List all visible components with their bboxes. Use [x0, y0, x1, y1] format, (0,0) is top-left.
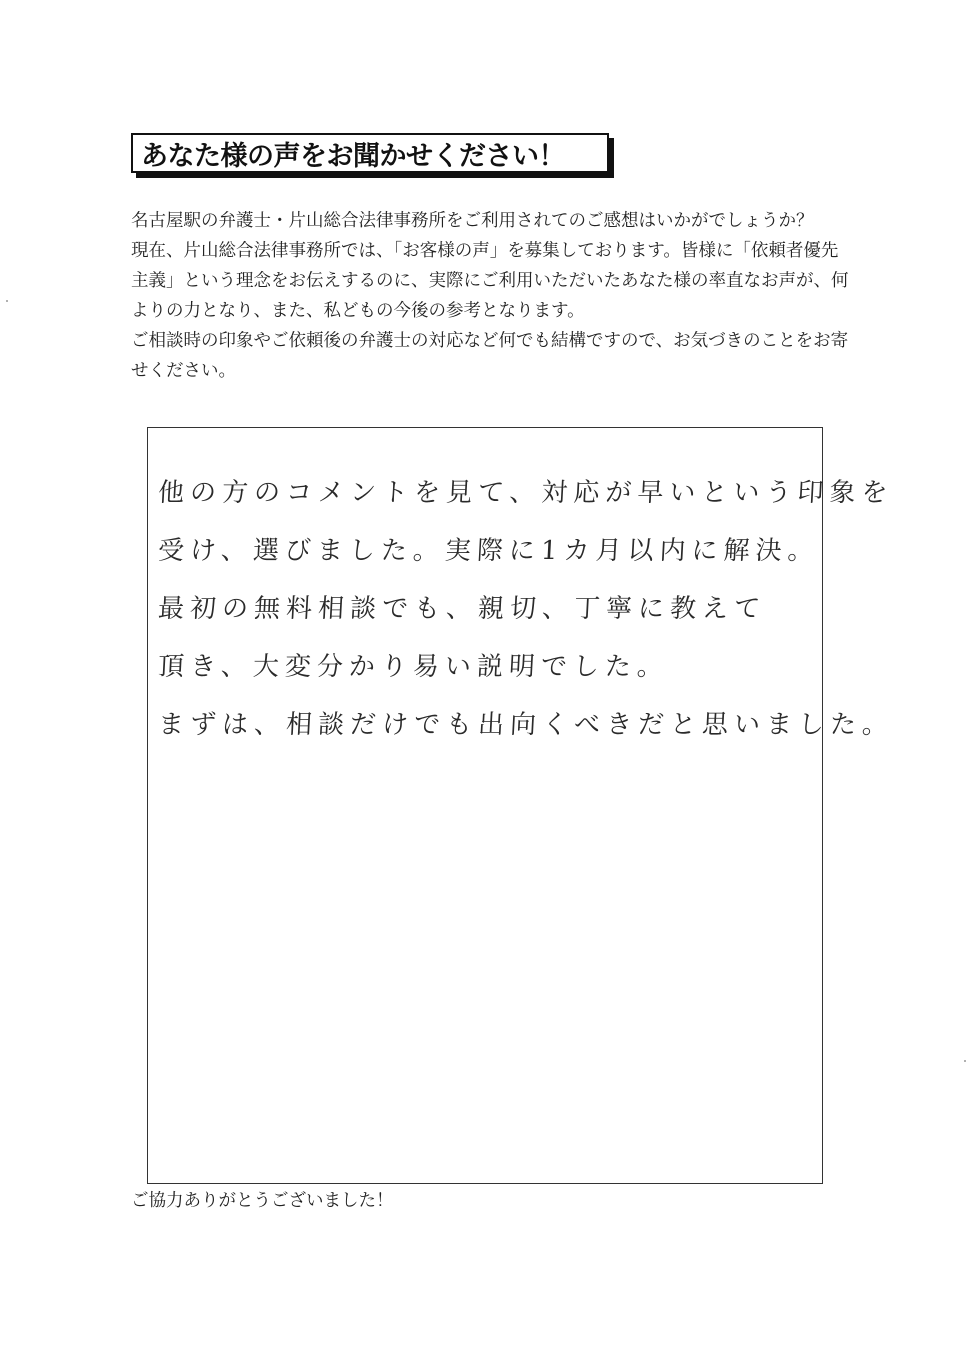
closing-text: ご協力ありがとうございました！	[131, 1191, 394, 1211]
intro-paragraph-2: 現在、片山総合法律事務所では、「お客様の声」を募集しております。皆様に「依頼者優先主義」という理念をお伝えするのに、実際にご利用いただいたあなた様の率直なお声が、何よりの力となり、また、私どもの今後の参考となります。	[131, 241, 849, 321]
scan-speck	[6, 300, 8, 302]
comment-line-2: 受け、選びました。実際に1カ月以内に解決。	[157, 536, 821, 566]
comment-line-1: 他の方のコメントを見て、対応が早いという印象を	[157, 478, 895, 508]
comment-line-5: まずは、相談だけでも出向くべきだと思いました。	[157, 710, 895, 740]
intro-paragraph-3: ご相談時の印象やご依頼後の弁護士の対応など何でも結構ですので、お気づきのことをお寄せください。	[131, 331, 849, 381]
intro-paragraph-1: 名古屋駅の弁護士・片山総合法律事務所をご利用されてのご感想はいかがでしょうか？	[131, 211, 814, 231]
comment-line-4: 頂き、大変分かり易い説明でした。	[157, 652, 670, 682]
comment-box	[147, 427, 895, 1184]
page-title: あなた様の声をお聞かせください！	[141, 140, 565, 172]
title-box	[131, 133, 609, 173]
intro-text	[131, 206, 851, 386]
handwritten-comment	[157, 464, 895, 754]
comment-line-3: 最初の無料相談でも、親切、丁寧に教えて	[157, 594, 767, 624]
scan-speck	[964, 1060, 966, 1062]
